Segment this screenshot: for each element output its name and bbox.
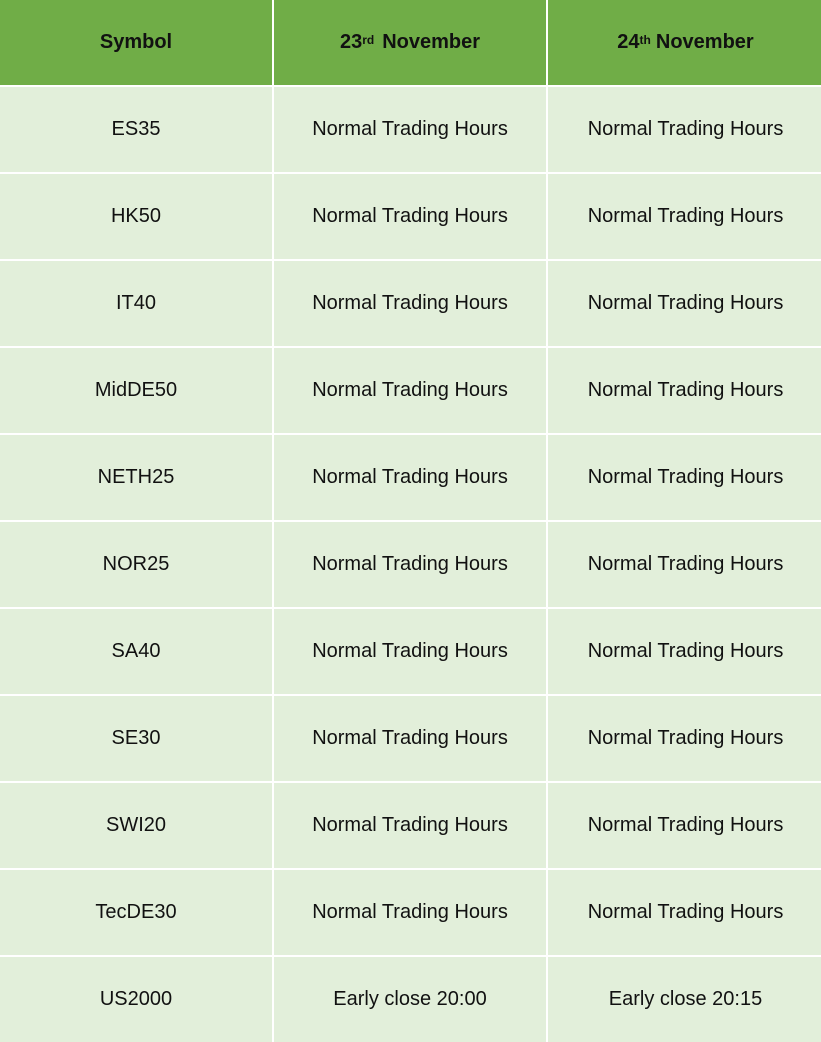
- trading-hours-text: Early close 20:15: [608, 988, 763, 1010]
- trading-hours-text: Normal Trading Hours: [312, 640, 508, 662]
- trading-hours-text: Normal Trading Hours: [587, 379, 784, 401]
- symbol-text: NETH25: [97, 466, 175, 488]
- trading-hours-text: Normal Trading Hours: [587, 553, 784, 575]
- trading-hours-text: Normal Trading Hours: [312, 553, 508, 575]
- nov-23-cell: [274, 696, 546, 781]
- nov-23-cell: [274, 435, 546, 520]
- nov-23-cell: [274, 870, 546, 955]
- nov-23-cell: [274, 348, 546, 433]
- symbol-text: SA40: [111, 640, 161, 662]
- nov-23-cell: [274, 957, 546, 1042]
- nov-23-cell: [274, 783, 546, 868]
- symbol-cell: [0, 783, 272, 868]
- trading-hours-text: Normal Trading Hours: [587, 640, 784, 662]
- symbol-text: TecDE30: [95, 901, 177, 923]
- header-24-november: [548, 0, 821, 85]
- header-symbol: [0, 0, 272, 85]
- symbol-cell: [0, 261, 272, 346]
- symbol-cell: [0, 87, 272, 172]
- nov-23-cell: [274, 174, 546, 259]
- symbol-cell: [0, 957, 272, 1042]
- symbol-text: SE30: [111, 727, 161, 749]
- trading-hours-text: Normal Trading Hours: [312, 292, 508, 314]
- header-24-month: November: [655, 31, 754, 53]
- trading-hours-text: Normal Trading Hours: [587, 727, 784, 749]
- symbol-text: US2000: [99, 988, 173, 1010]
- header-24-day: 24: [617, 31, 640, 53]
- trading-hours-text: Normal Trading Hours: [587, 118, 784, 140]
- symbol-text: HK50: [110, 205, 162, 227]
- header-23-day: 23: [339, 31, 363, 53]
- nov-23-cell: [274, 87, 546, 172]
- nov-23-cell: [274, 609, 546, 694]
- header-symbol-label: Symbol: [99, 31, 173, 53]
- symbol-text: IT40: [115, 292, 157, 314]
- header-23-month: November: [382, 31, 481, 53]
- trading-hours-text: Normal Trading Hours: [312, 205, 508, 227]
- symbol-cell: [0, 870, 272, 955]
- header-23-november: [274, 0, 546, 85]
- nov-24-cell: [548, 174, 821, 259]
- symbol-cell: [0, 348, 272, 433]
- nov-24-cell: [548, 696, 821, 781]
- nov-24-cell: [548, 87, 821, 172]
- trading-hours-text: Normal Trading Hours: [312, 814, 508, 836]
- symbol-cell: [0, 609, 272, 694]
- symbol-cell: [0, 435, 272, 520]
- trading-hours-text: Normal Trading Hours: [587, 901, 784, 923]
- trading-hours-text: Normal Trading Hours: [587, 292, 784, 314]
- nov-24-cell: [548, 609, 821, 694]
- trading-hours-text: Normal Trading Hours: [312, 466, 508, 488]
- symbol-text: NOR25: [102, 553, 170, 575]
- trading-hours-text: Normal Trading Hours: [312, 727, 508, 749]
- nov-24-cell: [548, 348, 821, 433]
- nov-24-cell: [548, 870, 821, 955]
- header-24-suffix: th: [639, 32, 651, 47]
- trading-hours-text: Normal Trading Hours: [312, 379, 508, 401]
- symbol-text: ES35: [111, 118, 161, 140]
- nov-24-cell: [548, 783, 821, 868]
- trading-hours-text: Normal Trading Hours: [312, 901, 508, 923]
- header-23-suffix: rd: [362, 32, 375, 47]
- trading-hours-text: Normal Trading Hours: [587, 205, 784, 227]
- trading-hours-text: Early close 20:00: [333, 988, 487, 1010]
- trading-hours-text: Normal Trading Hours: [312, 118, 508, 140]
- nov-23-cell: [274, 261, 546, 346]
- trading-hours-text: Normal Trading Hours: [587, 466, 784, 488]
- symbol-cell: [0, 174, 272, 259]
- nov-24-cell: [548, 957, 821, 1042]
- symbol-cell: [0, 696, 272, 781]
- nov-24-cell: [548, 435, 821, 520]
- nov-24-cell: [548, 522, 821, 607]
- symbol-text: SWI20: [105, 814, 167, 836]
- nov-23-cell: [274, 522, 546, 607]
- symbol-cell: [0, 522, 272, 607]
- symbol-text: MidDE50: [94, 379, 178, 401]
- nov-24-cell: [548, 261, 821, 346]
- trading-hours-text: Normal Trading Hours: [587, 814, 784, 836]
